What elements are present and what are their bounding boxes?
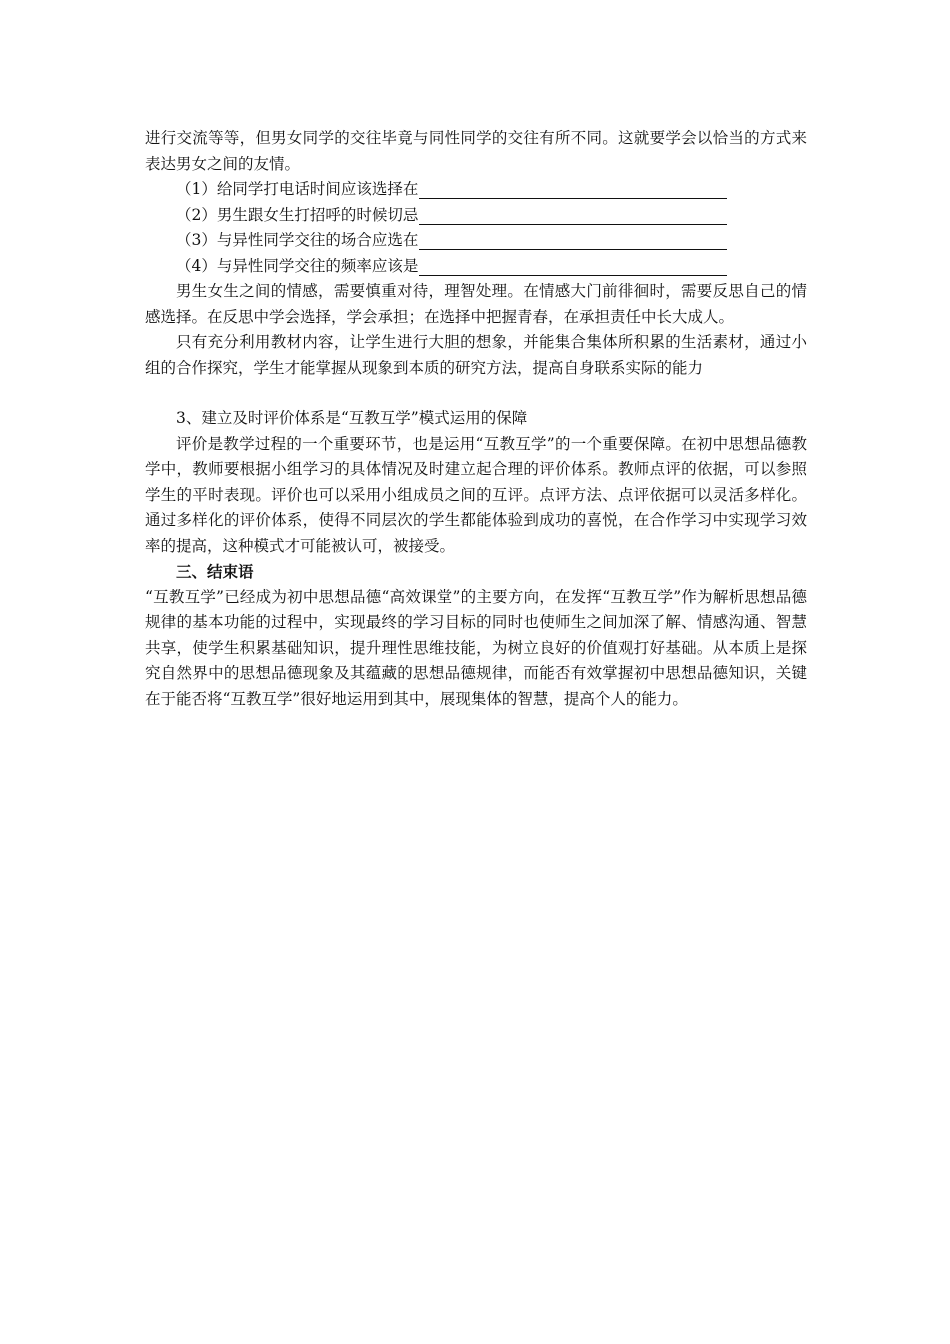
fill-in-label: （2）男生跟女生打招呼的时候切忌 (176, 205, 419, 224)
fill-in-blank[interactable] (419, 257, 727, 276)
fill-in-label: （1）给同学打电话时间应该选择在 (176, 180, 419, 198)
fill-in-label: （3）与异性同学交往的场合应选在 (176, 231, 419, 249)
section-heading-conclusion: 三、结束语 (176, 562, 254, 581)
fill-in-item-4 (145, 254, 807, 280)
fill-in-blank[interactable] (419, 231, 727, 250)
section-heading-3: 3、建立及时评价体系是“互教互学”模式运用的保障 (176, 409, 528, 427)
document-page (145, 126, 807, 712)
paragraph-evaluation: 评价是教学过程的一个重要环节，也是运用“互教互学”的一个重要保障。在初中思想品德教学中，教师要根据小组学习的具体情况及时建立起合理的评价体系。教师点评的依据，可以参照学生的平时表现。评价也可以采用小组成员之间的互评。点评方法、点评依据可以灵活多样化。通过多样化的评价体系，使得不同层次的学生都能体验到成功的喜悦，在合作学习中实现学习效率的提高，这种模式才可能被认可，被接受。 (145, 434, 807, 555)
paragraph-intro: 进行交流等等，但男女同学的交往毕竟与同性同学的交往有所不同。这就要学会以恰当的方式来表达男女之间的友情。 (145, 129, 807, 173)
fill-in-label: （4）与异性同学交往的频率应该是 (176, 256, 419, 275)
spacer (145, 381, 807, 406)
fill-in-item-3 (145, 228, 807, 254)
paragraph-emotion: 男生女生之间的情感，需要慎重对待，理智处理。在情感大门前徘徊时，需要反思自己的情感选择。在反思中学会选择，学会承担；在选择中把握青春，在承担责任中长大成人。 (145, 282, 807, 326)
fill-in-blank[interactable] (419, 180, 727, 199)
paragraph-conclusion: “互教互学”已经成为初中思想品德“高效课堂”的主要方向，在发挥“互教互学”作为解析思想品德规律的基本功能的过程中，实现最终的学习目标的同时也使师生之间加深了解、情感沟通、智慧共享，使学生积累基础知识，提升理性思维技能，为树立良好的价值观打好基础。从本质上是探究自然界中的思想品德现象及其蕴藏的思想品德规律，而能否有效掌握初中思想品德知识，关键在于能否将“互教互学”很好地运用到其中，展现集体的智慧，提高个人的能力。 (145, 587, 807, 708)
fill-in-blank[interactable] (419, 206, 727, 225)
fill-in-item-2 (145, 203, 807, 229)
paragraph-textbook: 只有充分利用教材内容，让学生进行大胆的想象，并能集合集体所积累的生活素材，通过小组的合作探究，学生才能掌握从现象到本质的研究方法，提高自身联系实际的能力 (145, 333, 807, 377)
fill-in-item-1 (145, 177, 807, 203)
